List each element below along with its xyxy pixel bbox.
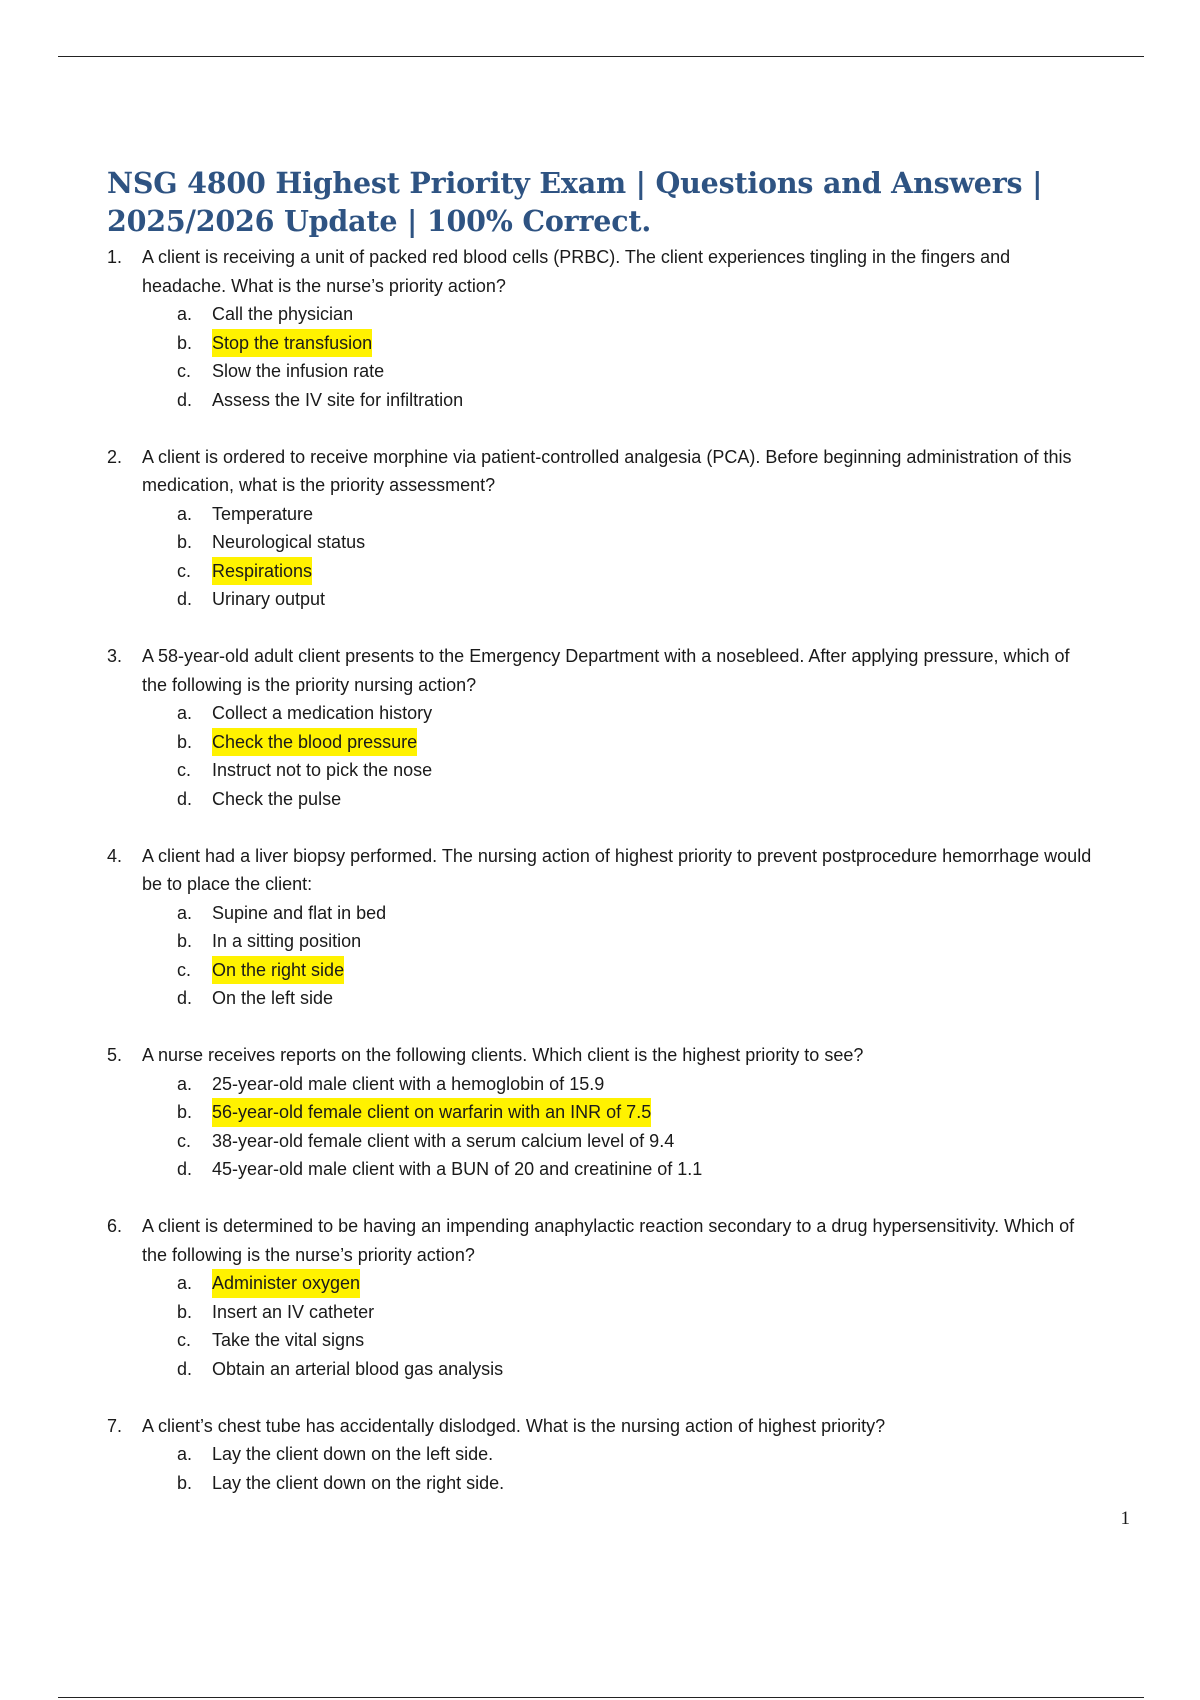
question-text: A client’s chest tube has accidentally dislodged. What is the nursing action of highest priority?	[142, 1415, 886, 1436]
option-letter: b.	[177, 332, 193, 353]
option-text: Urinary output	[212, 589, 326, 609]
option-letter: a.	[177, 1444, 193, 1464]
option-letter: b.	[177, 1102, 193, 1122]
answer-options	[107, 1440, 1127, 1497]
answer-option-correct	[177, 728, 1127, 757]
option-text: Lay the client down on the left side.	[212, 1444, 494, 1464]
option-text: Assess the IV site for infiltration	[212, 389, 464, 410]
answer-option-correct	[177, 1269, 1127, 1298]
question-stem	[107, 642, 1127, 699]
option-letter: c.	[177, 1130, 192, 1151]
option-letter: a.	[177, 503, 193, 524]
answer-option	[177, 1440, 1127, 1469]
option-letter: a.	[177, 703, 193, 723]
option-letter: d.	[177, 788, 193, 809]
answer-option	[177, 386, 1127, 415]
answer-option	[177, 785, 1127, 814]
answer-option	[177, 528, 1127, 557]
question-item	[107, 1212, 1127, 1383]
option-letter: a.	[177, 1273, 193, 1293]
answer-options	[107, 1269, 1127, 1383]
question-item	[107, 642, 1127, 813]
option-letter: b.	[177, 1301, 193, 1322]
option-text: Call the physician	[212, 304, 354, 324]
answer-option	[177, 1326, 1127, 1355]
answer-option	[177, 357, 1127, 386]
answer-option	[177, 699, 1127, 728]
question-number: 7.	[107, 1415, 123, 1436]
option-text: 25-year-old male client with a hemoglobin of 15.9	[212, 1073, 605, 1094]
option-text: 45-year-old male client with a BUN of 20 and creatinine of 1.1	[212, 1159, 703, 1179]
answer-option-correct	[177, 329, 1127, 358]
question-stem	[107, 842, 1127, 899]
question-number: 4.	[107, 845, 123, 866]
option-text-highlighted: Respirations	[212, 557, 312, 586]
option-text-highlighted: Check the blood pressure	[212, 728, 417, 757]
answer-options	[107, 699, 1127, 813]
option-letter: a.	[177, 304, 193, 324]
question-number: 3.	[107, 646, 123, 666]
answer-option	[177, 500, 1127, 529]
question-text: A client had a liver biopsy performed. The nursing action of highest priority to prevent postprocedure hemorrhage would be to place the client:	[142, 845, 1092, 894]
question-stem	[107, 1212, 1127, 1269]
question-number: 1.	[107, 247, 123, 267]
option-letter: b.	[177, 731, 193, 752]
document-title: NSG 4800 Highest Priority Exam | Questions and Answers | 2025/2026 Update | 100% Correct.	[107, 166, 1043, 238]
answer-option	[177, 756, 1127, 785]
page-number: 1	[1120, 1508, 1130, 1529]
question-number: 2.	[107, 446, 123, 467]
footer-rule	[58, 1697, 1144, 1698]
answer-options	[107, 300, 1127, 414]
answer-option-correct	[177, 1098, 1127, 1127]
option-letter: c.	[177, 959, 192, 980]
answer-option	[177, 1355, 1127, 1384]
answer-option-correct	[177, 956, 1127, 985]
answer-option	[177, 585, 1127, 614]
option-text-highlighted: Administer oxygen	[212, 1269, 360, 1298]
answer-option	[177, 1127, 1127, 1156]
option-text: Temperature	[212, 503, 314, 524]
question-text: A client is determined to be having an impending anaphylactic reaction secondary to a drug hypersensitivity. Which of the following is the nurse’s priority action?	[142, 1216, 1075, 1265]
option-letter: c.	[177, 760, 192, 780]
option-letter: c.	[177, 361, 192, 381]
option-text: Collect a medication history	[212, 703, 433, 723]
question-text: A 58-year-old adult client presents to the Emergency Department with a nosebleed. After applying pressure, which of the following is the priority nursing action?	[142, 646, 1070, 695]
option-letter: c.	[177, 1330, 192, 1350]
option-letter: d.	[177, 1358, 193, 1379]
answer-option	[177, 899, 1127, 928]
answer-option	[177, 1070, 1127, 1099]
option-text: Neurological status	[212, 532, 366, 552]
answer-option-correct	[177, 557, 1127, 586]
option-letter: b.	[177, 931, 193, 951]
answer-options	[107, 1070, 1127, 1184]
option-text-highlighted: 56-year-old female client on warfarin with an INR of 7.5	[212, 1098, 651, 1127]
question-stem	[107, 1041, 1127, 1070]
answer-option	[177, 1155, 1127, 1184]
question-text: A client is receiving a unit of packed red blood cells (PRBC). The client experiences tingling in the fingers and headache. What is the nurse’s priority action?	[142, 247, 1011, 296]
option-letter: c.	[177, 560, 192, 581]
option-text: On the left side	[212, 988, 334, 1008]
option-text: Insert an IV catheter	[212, 1301, 375, 1322]
option-text-highlighted: Stop the transfusion	[212, 329, 372, 358]
question-item	[107, 842, 1127, 1013]
answer-options	[107, 899, 1127, 1013]
option-letter: d.	[177, 589, 193, 609]
option-letter: a.	[177, 1073, 193, 1094]
answer-option	[177, 300, 1127, 329]
option-letter: d.	[177, 389, 193, 410]
question-list	[107, 243, 1127, 1497]
question-item	[107, 243, 1127, 414]
option-text: Check the pulse	[212, 788, 342, 809]
question-text: A client is ordered to receive morphine via patient-controlled analgesia (PCA). Before beginning administration of this medication, what is the priority assessment?	[142, 446, 1072, 495]
question-item	[107, 443, 1127, 614]
option-text: Instruct not to pick the nose	[212, 760, 433, 780]
option-letter: a.	[177, 902, 193, 923]
option-text: In a sitting position	[212, 931, 362, 951]
option-letter: b.	[177, 1472, 193, 1493]
option-text: Slow the infusion rate	[212, 361, 385, 381]
question-stem	[107, 243, 1127, 300]
question-stem	[107, 1412, 1127, 1441]
option-text-highlighted: On the right side	[212, 956, 344, 985]
option-text: 38-year-old female client with a serum calcium level of 9.4	[212, 1130, 675, 1151]
option-letter: d.	[177, 988, 193, 1008]
answer-option	[177, 1298, 1127, 1327]
question-number: 6.	[107, 1216, 123, 1236]
document-body	[107, 164, 1127, 1497]
question-stem	[107, 443, 1127, 500]
option-text: Supine and flat in bed	[212, 902, 387, 923]
answer-options	[107, 500, 1127, 614]
question-item	[107, 1412, 1127, 1498]
question-item	[107, 1041, 1127, 1184]
question-number: 5.	[107, 1045, 123, 1065]
answer-option	[177, 927, 1127, 956]
option-letter: b.	[177, 532, 193, 552]
option-text: Lay the client down on the right side.	[212, 1472, 505, 1493]
header-rule	[58, 56, 1144, 57]
answer-option	[177, 984, 1127, 1013]
option-letter: d.	[177, 1159, 193, 1179]
question-text: A nurse receives reports on the following clients. Which client is the highest priority to see?	[142, 1045, 864, 1065]
option-text: Take the vital signs	[212, 1330, 365, 1350]
option-text: Obtain an arterial blood gas analysis	[212, 1358, 504, 1379]
answer-option	[177, 1469, 1127, 1498]
